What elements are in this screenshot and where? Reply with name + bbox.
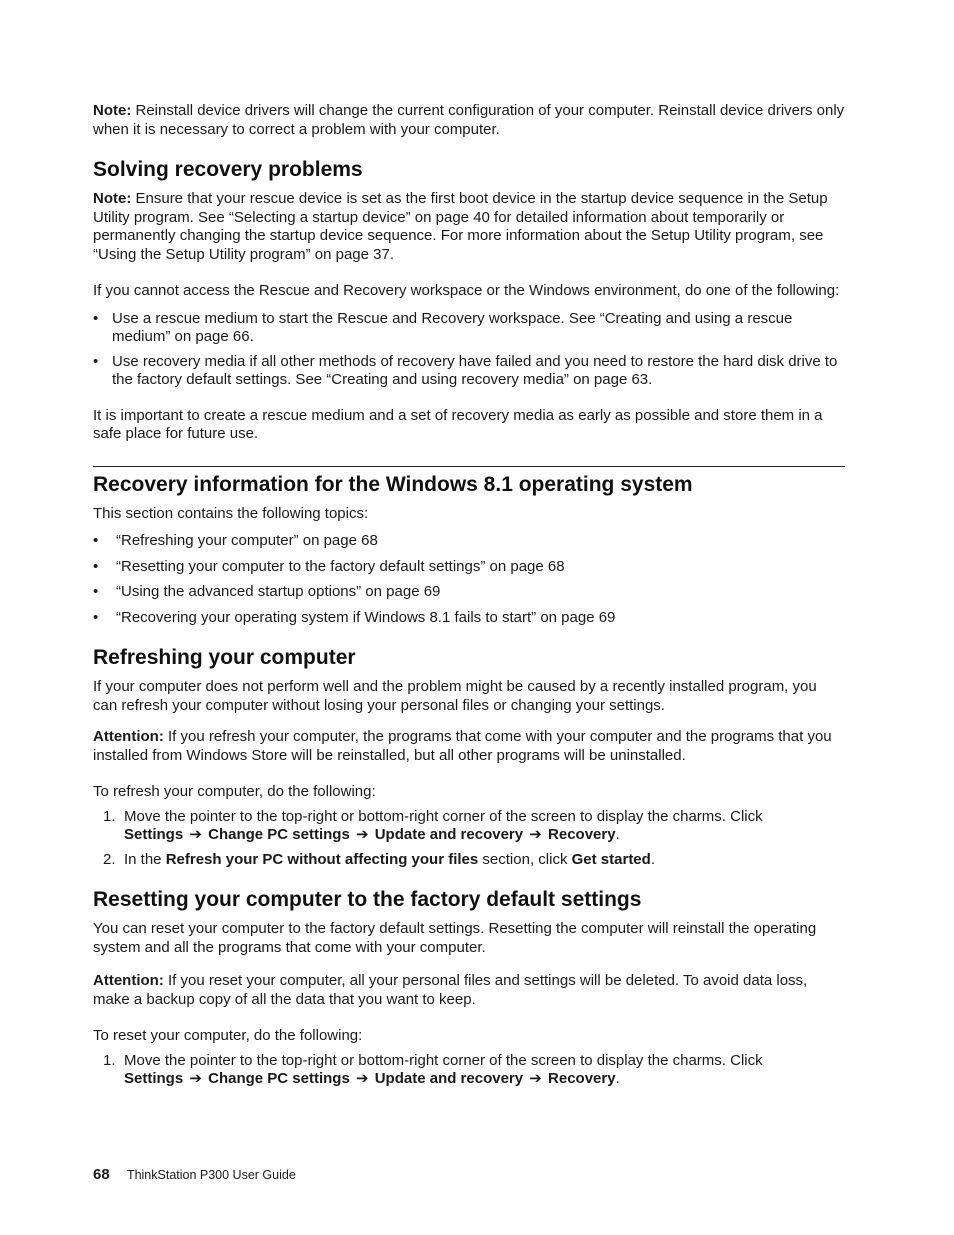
step-item bbox=[93, 1052, 845, 1089]
step-number: 1. bbox=[103, 1051, 116, 1069]
page-footer bbox=[93, 1166, 296, 1185]
reset-intro: You can reset your computer to the factory default settings. Resetting the computer will reinstall the operating system and all the programs that come with your computer. bbox=[93, 920, 817, 956]
period: . bbox=[615, 826, 620, 843]
list-item bbox=[93, 310, 845, 347]
step-text: section, click bbox=[482, 850, 568, 868]
topic-advanced-startup: “Using the advanced startup options” on page 69 bbox=[116, 583, 441, 600]
refresh-intro: If your computer does not perform well and the problem might be caused by a recently installed program, you can refresh your computer without losing your personal files or changing your settings. bbox=[93, 678, 817, 714]
step-number: 1. bbox=[103, 807, 116, 825]
arrow-right-icon: ➔ bbox=[355, 1070, 369, 1087]
reset-steps-intro: To reset your computer, do the following: bbox=[93, 1027, 363, 1044]
bullet: • bbox=[93, 352, 99, 370]
step-text: Move the pointer to the top-right or bottom-right corner of the screen to display the charms. Click bbox=[124, 807, 763, 825]
refresh-steps-intro: To refresh your computer, do the following: bbox=[93, 783, 376, 800]
menu-path-update-and-recovery: Update and recovery bbox=[374, 826, 524, 843]
period: . bbox=[650, 850, 655, 868]
solving-closing: It is important to create a rescue medium and a set of recovery media as early as possible and store them in a safe place for future use. bbox=[93, 406, 823, 442]
list-item-text: Use a rescue medium to start the Rescue and Recovery workspace. See “Creating and using a rescue medium” on page 66. bbox=[112, 309, 793, 345]
reset-attention bbox=[93, 972, 845, 1009]
note-text: Reinstall device drivers will change the current configuration of your computer. Reinstall device drivers only when it is necessary to correct a problem with your computer. bbox=[93, 102, 845, 138]
list-item bbox=[93, 583, 845, 602]
step-item bbox=[93, 851, 845, 870]
arrow-right-icon: ➔ bbox=[355, 826, 369, 843]
get-started-label: Get started bbox=[571, 850, 651, 868]
topic-recovering-os: “Recovering your operating system if Windows 8.1 fails to start” on page 69 bbox=[116, 608, 616, 626]
document-title: ThinkStation P300 User Guide bbox=[126, 1168, 296, 1182]
menu-path-settings: Settings bbox=[124, 826, 184, 843]
note-label: Note: bbox=[93, 102, 132, 119]
section-divider bbox=[93, 466, 845, 467]
arrow-right-icon: ➔ bbox=[189, 826, 202, 843]
list-item bbox=[93, 609, 845, 628]
step-text: In the bbox=[124, 850, 162, 868]
arrow-right-icon: ➔ bbox=[529, 1070, 542, 1087]
menu-path-change-pc-settings: Change PC settings bbox=[208, 1070, 350, 1087]
solving-intro: If you cannot access the Rescue and Recovery workspace or the Windows environment, do one of the following: bbox=[93, 282, 840, 299]
page-number: 68 bbox=[93, 1166, 110, 1183]
solving-options-list bbox=[93, 310, 845, 390]
topic-resetting: “Resetting your computer to the factory default settings” on page 68 bbox=[116, 557, 565, 575]
list-item bbox=[93, 353, 845, 390]
list-item bbox=[93, 558, 845, 577]
reset-steps bbox=[93, 1052, 845, 1089]
arrow-right-icon: ➔ bbox=[189, 1070, 202, 1087]
attention-label: Attention: bbox=[93, 972, 164, 989]
attention-label: Attention: bbox=[93, 728, 164, 745]
heading-solving-recovery-problems: Solving recovery problems bbox=[93, 158, 363, 181]
step-text: Move the pointer to the top-right or bottom-right corner of the screen to display the charms. Click bbox=[124, 1051, 763, 1069]
menu-path-settings: Settings bbox=[124, 1070, 184, 1087]
step-number: 2. bbox=[103, 850, 116, 868]
topics-list bbox=[93, 532, 845, 627]
refresh-section-name: Refresh your PC without affecting your files bbox=[165, 850, 479, 868]
attention-text: If you reset your computer, all your personal files and settings will be deleted. To avoid data loss, make a backup copy of all the data that you want to keep. bbox=[93, 972, 808, 1008]
heading-refreshing-your-computer: Refreshing your computer bbox=[93, 646, 356, 669]
list-item bbox=[93, 532, 845, 551]
driver-note bbox=[93, 102, 845, 139]
attention-text: If you refresh your computer, the programs that come with your computer and the programs that you installed from Windows Store will be reinstalled, but all other programs will be uninstalled. bbox=[93, 728, 832, 764]
period: . bbox=[615, 1070, 620, 1087]
list-item-text: Use recovery media if all other methods of recovery have failed and you need to restore the hard disk drive to the factory default settings. See “Creating and using recovery media” on page 63. bbox=[112, 352, 838, 388]
topic-refreshing: “Refreshing your computer” on page 68 bbox=[116, 532, 378, 549]
heading-recovery-information: Recovery information for the Windows 8.1 operating system bbox=[93, 472, 693, 496]
arrow-right-icon: ➔ bbox=[529, 826, 542, 843]
refresh-steps bbox=[93, 808, 845, 870]
step-item bbox=[93, 808, 845, 845]
topics-intro: This section contains the following topics: bbox=[93, 504, 369, 522]
heading-resetting-your-computer: Resetting your computer to the factory default settings bbox=[93, 888, 642, 911]
bullet: • bbox=[93, 309, 99, 327]
note-label: Note: bbox=[93, 190, 132, 207]
menu-path-recovery: Recovery bbox=[548, 826, 616, 843]
page-content bbox=[93, 102, 845, 1107]
bullet: • bbox=[93, 608, 99, 626]
rescue-device-note bbox=[93, 190, 845, 264]
menu-path-recovery: Recovery bbox=[548, 1070, 616, 1087]
bullet: • bbox=[93, 532, 99, 549]
menu-path-update-and-recovery: Update and recovery bbox=[374, 1070, 524, 1087]
refresh-attention bbox=[93, 728, 845, 765]
menu-path-change-pc-settings: Change PC settings bbox=[208, 826, 350, 843]
bullet: • bbox=[93, 583, 99, 600]
note-text: Ensure that your rescue device is set as the first boot device in the startup device sequence in the Setup Utility program. See “Selecting a startup device” on page 40 for detailed information about temporarily or permanently changing the startup device sequence. For more information about the Setup Utility program, see “Using the Setup Utility program” on page 37. bbox=[93, 190, 828, 263]
bullet: • bbox=[93, 557, 99, 575]
